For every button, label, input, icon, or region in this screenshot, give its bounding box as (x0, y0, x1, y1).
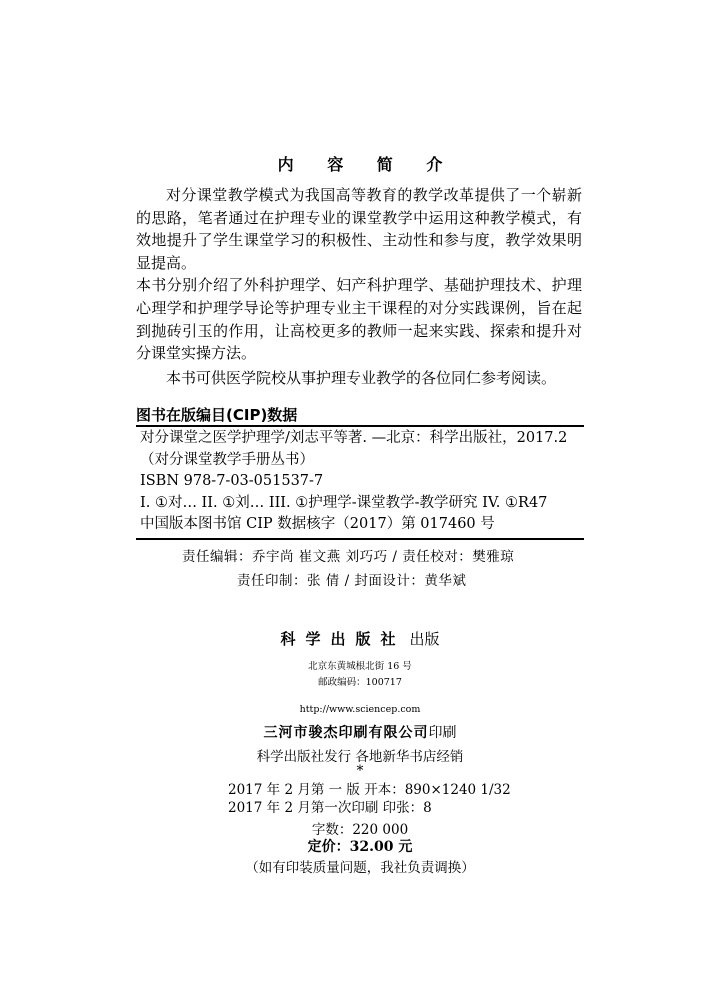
cip-classification: I. ①对… II. ①刘… III. ①护理学-课堂教学-教学研究 IV. ①R47 (140, 494, 548, 511)
summary-text (136, 184, 582, 389)
quality-notice: （如有印装质量问题，我社负责调换） (245, 860, 475, 876)
word-count: 字数：220 000 (311, 822, 409, 838)
price-line (0, 836, 720, 856)
publisher-name (0, 628, 720, 649)
publisher-suffix: 出版 (409, 630, 440, 648)
distribution-line: 科学出版社发行 各地新华书店经销 (256, 749, 464, 765)
price-label: 定价： (307, 839, 350, 855)
cip-number: 中国版本图书馆 CIP 数据核字（2017）第 017460 号 (140, 516, 495, 532)
price-value: 32.00 元 (349, 839, 413, 855)
cip-catalog-line: 对分课堂之医学护理学/刘志平等著. —北京：科学出版社，2017.2 (140, 430, 568, 446)
separator-star: * (356, 763, 364, 779)
credits-editors: 责任编辑：乔宇尚 崔文燕 刘巧巧 / 责任校对：樊雅琼 (182, 549, 515, 565)
cip-data-block (140, 428, 584, 536)
cip-series-line: （对分课堂教学手册丛书） (140, 451, 314, 468)
printer-name: 三河市骏杰印刷有限公司 (263, 725, 429, 741)
edition-line-1: 2017 年 2 月第 一 版 开本：890×1240 1/32 (228, 782, 511, 798)
cip-top-rule (136, 425, 584, 427)
summary-heading: 内 容 简 介 (277, 155, 457, 174)
printer-line (0, 722, 720, 742)
summary-paragraph-2: 本书分别介绍了外科护理学、妇产科护理学、基础护理技术、护理心理学和护理学导论等护理专业主干课程的对分实践课例，旨在起到抛砖引玉的作用，让高校更多的教师一起来实践、探索和提升对分课堂实操方法。 (136, 276, 582, 363)
summary-paragraph-3: 本书可供医学院校从事护理专业教学的各位同仁参考阅读。 (166, 368, 557, 387)
cip-heading: 图书在版编目(CIP)数据 (136, 406, 298, 424)
edition-line-2: 2017 年 2 月第一次印刷 印张：8 (228, 800, 432, 816)
cip-bottom-rule (136, 538, 584, 540)
publisher-postcode: 邮政编码：100717 (318, 677, 402, 688)
printer-suffix: 印刷 (428, 725, 457, 741)
credits-production: 责任印制：张 倩 / 封面设计：黄华斌 (237, 573, 467, 589)
publisher-address: 北京东黄城根北街 16 号 (308, 661, 412, 672)
summary-paragraph-1: 对分课堂教学模式为我国高等教育的教学改革提供了一个崭新的思路，笔者通过在护理专业的课堂教学中运用这种教学模式，有效地提升了学生课堂学习的积极性、主动性和参与度，教学效果明显提高。 (136, 186, 582, 272)
publisher-logo-text: 科学出版社 (280, 630, 406, 648)
publisher-url: http://www.sciencep.com (299, 704, 421, 715)
cip-isbn: ISBN 978-7-03-051537-7 (140, 473, 324, 489)
